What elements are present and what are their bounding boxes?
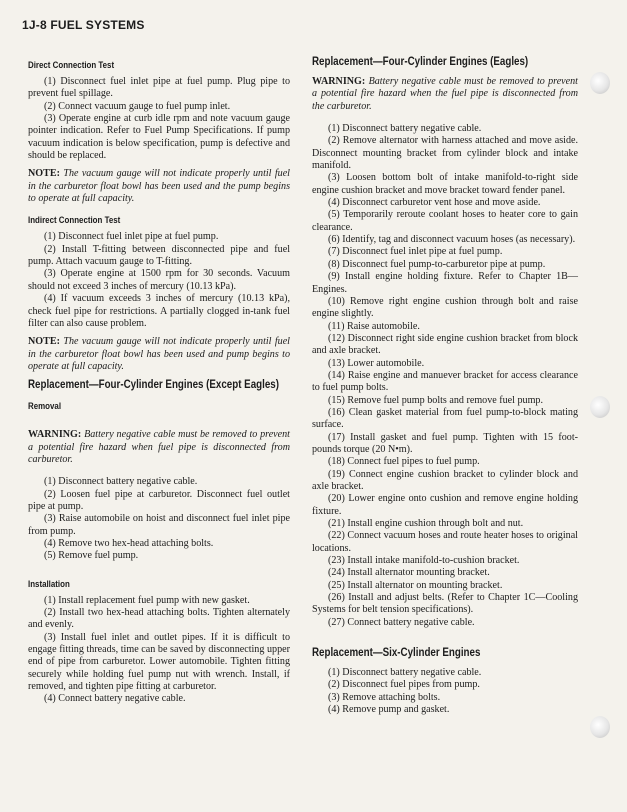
punch-hole-top [590,72,610,94]
note-text: The vacuum gauge will not indicate properly until fuel in the carburetor float bowl has been used and the pump begins to operate at full capacity. [28,168,290,205]
eagles-step-17: (17) Install gasket and fuel pump. Tighten with 15 foot-pounds torque (20 N•m). [312,431,578,455]
eagles-step-21: (21) Install engine cushion through bolt and nut. [328,518,524,530]
install-step-3: (3) Install fuel inlet and outlet pipes. If it is difficult to engage fitting threads, time can be saved by disconnecting upper end of pipe from carburetor. Lower automobile. Tighten fitting securely while holding fuel pump nut with wrench. Install, if removed, and tighten pipe fitting at carburetor. [28,631,290,693]
direct-step-3: (3) Operate engine at curb idle rpm and note vacuum gauge pointer indication. Refer to Fuel Pump Specifications. If pump vacuum indication is below specification, pump is defective and should be replaced. [28,113,290,162]
eagles-step-4: (4) Disconnect carburetor vent hose and move aside. [328,197,541,209]
replacement-except-heading: Replacement—Four-Cylinder Engines (Except Eagles) [28,379,279,392]
removal-step-1: (1) Disconnect battery negative cable. [44,476,198,488]
eagles-step-9: (9) Install engine holding fixture. Refer to Chapter 1B—Engines. [312,271,578,295]
install-step-4: (4) Connect battery negative cable. [44,693,186,705]
removal-heading: Removal [28,401,62,412]
eagles-step-15: (15) Remove fuel pump bolts and remove fuel pump. [328,394,544,406]
eagles-step-16: (16) Clean gasket material from fuel pump-to-block mating surface. [312,406,578,431]
eagles-step-11: (11) Raise automobile. [328,320,420,332]
removal-step-3: (3) Raise automobile on hoist and disconnect fuel inlet pipe from pump. [28,513,290,537]
eagles-step-1: (1) Disconnect battery negative cable. [328,123,482,135]
warning-text: Battery negative cable must be removed to prevent a potential fire hazard when fuel pipe is disconnected from carburetor. [28,429,290,465]
eagles-step-5: (5) Temporarily reroute coolant hoses to heater core to gain clearance. [312,209,578,233]
indirect-step-2: (2) Install T-fitting between disconnected pipe and fuel pump. Attach vacuum gauge to T-fitting. [28,243,290,268]
eagles-step-19: (19) Connect engine cushion bracket to cylinder block and axle bracket. [312,468,578,492]
six-step-4: (4) Remove pump and gasket. [328,704,450,716]
six-step-2: (2) Disconnect fuel pipes from pump. [328,679,480,691]
eagles-step-10: (10) Remove right engine cushion through bolt and raise engine slightly. [312,295,578,320]
eagles-step-13: (13) Lower automobile. [328,357,425,369]
eagles-step-6: (6) Identify, tag and disconnect vacuum hoses (as necessary). [328,234,576,246]
direct-step-2: (2) Connect vacuum gauge to fuel pump inlet. [44,100,231,112]
right-column [312,50,578,717]
eagles-step-18: (18) Connect fuel pipes to fuel pump. [328,456,480,468]
removal-step-4: (4) Remove two hex-head attaching bolts. [44,537,214,549]
eagles-step-7: (7) Disconnect fuel inlet pipe at fuel pump. [328,246,503,258]
six-step-3: (3) Remove attaching bolts. [328,691,441,703]
warning-label: WARNING: [312,76,366,87]
indirect-step-1: (1) Disconnect fuel inlet pipe at fuel pump. [44,231,219,243]
install-step-1: (1) Install replacement fuel pump with new gasket. [44,594,250,606]
note-label: NOTE: [28,336,60,348]
punch-hole-bottom [590,716,610,738]
note-label: NOTE: [28,168,60,180]
eagles-step-14: (14) Raise engine and manuever bracket for access clearance to fuel pump bolts. [312,369,578,394]
page-header: 1J-8 FUEL SYSTEMS [22,18,145,32]
eagles-warning [312,76,578,113]
warning-text: Battery negative cable must be removed to prevent a potential fire hazard when the fuel pipe is disconnected from the carburetor. [312,76,578,112]
removal-step-5: (5) Remove fuel pump. [44,550,139,562]
indirect-step-3: (3) Operate engine at 1500 rpm for 30 seconds. Vacuum should not exceed 3 inches of mercury (10.13 kPa). [28,268,290,292]
eagles-step-26: (26) Install and adjust belts. (Refer to Chapter 1C—Cooling Systems for belt tension specifications). [312,592,578,616]
eagles-step-24: (24) Install alternator mounting bracket. [328,567,490,579]
indirect-note [28,336,290,373]
eagles-step-20: (20) Lower engine onto cushion and remove engine holding fixture. [312,493,578,517]
indirect-test-heading: Indirect Connection Test [28,215,121,226]
removal-warning [28,429,290,466]
install-step-2: (2) Install two hex-head attaching bolts. Tighten alternately and evenly. [28,607,290,631]
eagles-step-22: (22) Connect vacuum hoses and route heater hoses to original locations. [312,530,578,554]
replacement-eagles-heading: Replacement—Four-Cylinder Engines (Eagles) [312,56,529,68]
direct-test-heading: Direct Connection Test [28,60,115,70]
removal-step-2: (2) Loosen fuel pipe at carburetor. Disconnect fuel outlet pipe at pump. [28,488,290,512]
six-step-1: (1) Disconnect battery negative cable. [328,667,482,679]
direct-note [28,168,290,205]
indirect-step-4: (4) If vacuum exceeds 3 inches of mercury (10.13 kPa), check fuel pipe for restrictions. A partially clogged in-tank fuel filter can also cause problem. [28,293,290,329]
warning-label: WARNING: [28,429,82,441]
installation-heading: Installation [28,578,70,589]
eagles-step-25: (25) Install alternator on mounting bracket. [328,579,503,591]
replacement-six-heading: Replacement—Six-Cylinder Engines [312,647,481,660]
punch-hole-middle [590,396,610,418]
eagles-step-3: (3) Loosen bottom bolt of intake manifold-to-right side engine cushion bracket and move bracket toward fender panel. [312,172,578,196]
eagles-step-8: (8) Disconnect fuel pump-to-carburetor pipe at pump. [328,258,546,270]
eagles-step-2: (2) Remove alternator with harness attached and move aside. Disconnect mounting bracket from cylinder block and intake manifold. [312,135,578,172]
left-column [28,50,290,706]
eagles-step-27: (27) Connect battery negative cable. [328,616,475,628]
eagles-step-12: (12) Disconnect right side engine cushion bracket from block and axle bracket. [312,332,578,357]
note-text: The vacuum gauge will not indicate properly until fuel in the carburetor float bowl has been used and pump begins to operate at full capacity. [28,336,290,372]
direct-step-1: (1) Disconnect fuel inlet pipe at fuel pump. Plug pipe to prevent fuel spillage. [28,76,290,100]
eagles-step-23: (23) Install intake manifold-to-cushion bracket. [328,555,520,567]
